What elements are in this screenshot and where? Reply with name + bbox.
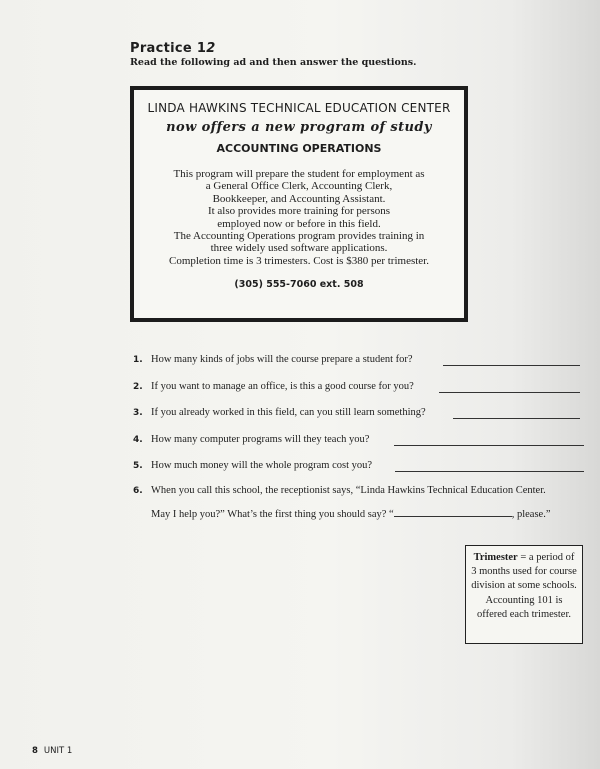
question-number: 1. — [133, 355, 143, 365]
note-term: Trimester — [473, 552, 518, 563]
practice-title — [130, 41, 216, 56]
page-number: 8 — [32, 746, 38, 756]
question-text: If you want to manage an office, is this a good course for you? — [151, 381, 414, 392]
ad-phone: (305) 555-7060 ext. 508 — [234, 279, 364, 291]
question-text: How much money will the whole program cost you? — [151, 460, 373, 471]
question-4 — [133, 434, 369, 445]
question-text: , please.” — [511, 509, 551, 520]
ad-body-line: employed now or before in this field. — [217, 217, 381, 230]
instructions: Read the following ad and then answer the questions. — [130, 57, 417, 68]
ad-tagline: now offers a new program of study — [166, 120, 432, 135]
question-3 — [133, 407, 426, 418]
practice-title-label: Practice 1 — [130, 41, 207, 56]
question-number: 2. — [133, 382, 143, 392]
question-number: 3. — [133, 408, 143, 418]
question-number: 5. — [133, 461, 143, 471]
question-text: May I help you?” What’s the first thing you should say? “ — [151, 509, 394, 520]
ad-body-line: Completion time is 3 trimesters. Cost is $380 per trimester. — [168, 254, 429, 267]
trimester-note — [465, 545, 583, 644]
unit-label: UNIT 1 — [43, 746, 73, 756]
ad-body-line: This program will prepare the student for employment as — [173, 168, 425, 180]
answer-line-2[interactable] — [439, 392, 580, 393]
question-1 — [133, 354, 413, 365]
answer-line-4[interactable] — [394, 445, 584, 446]
practice-title-number: 2 — [206, 41, 216, 56]
question-number: 6. — [133, 486, 143, 496]
answer-line-6[interactable] — [394, 507, 512, 517]
question-text: When you call this school, the receptionist says, “Linda Hawkins Technical Education Center. — [151, 485, 546, 496]
question-6 — [133, 485, 546, 496]
ad-body — [134, 168, 464, 267]
ad-body-line: It also provides more training for persons — [207, 205, 391, 218]
ad-program-name: ACCOUNTING OPERATIONS — [216, 142, 382, 155]
advertisement-box — [130, 86, 468, 322]
answer-line-1[interactable] — [443, 365, 580, 366]
answer-line-5[interactable] — [395, 471, 584, 472]
question-6-continued — [151, 507, 551, 520]
ad-body-line: a General Office Clerk, Accounting Clerk, — [205, 180, 393, 193]
page-footer — [32, 746, 72, 756]
ad-body-line: Bookkeeper, and Accounting Assistant. — [212, 192, 386, 205]
ad-body-line: The Accounting Operations program provides training in — [173, 230, 425, 243]
ad-header: LINDA HAWKINS TECHNICAL EDUCATION CENTER — [147, 101, 451, 115]
note-definition: = a period of 3 months used for course division at some schools. Accounting 101 is offered each trimester. — [471, 552, 577, 620]
question-number: 4. — [133, 435, 143, 445]
answer-line-3[interactable] — [453, 418, 580, 419]
question-text: If you already worked in this field, can you still learn something? — [151, 407, 426, 418]
question-5 — [133, 460, 372, 471]
question-2 — [133, 381, 414, 392]
question-text: How many computer programs will they teach you? — [151, 434, 370, 445]
ad-body-line: three widely used software applications. — [210, 242, 388, 255]
question-text: How many kinds of jobs will the course prepare a student for? — [151, 354, 413, 365]
